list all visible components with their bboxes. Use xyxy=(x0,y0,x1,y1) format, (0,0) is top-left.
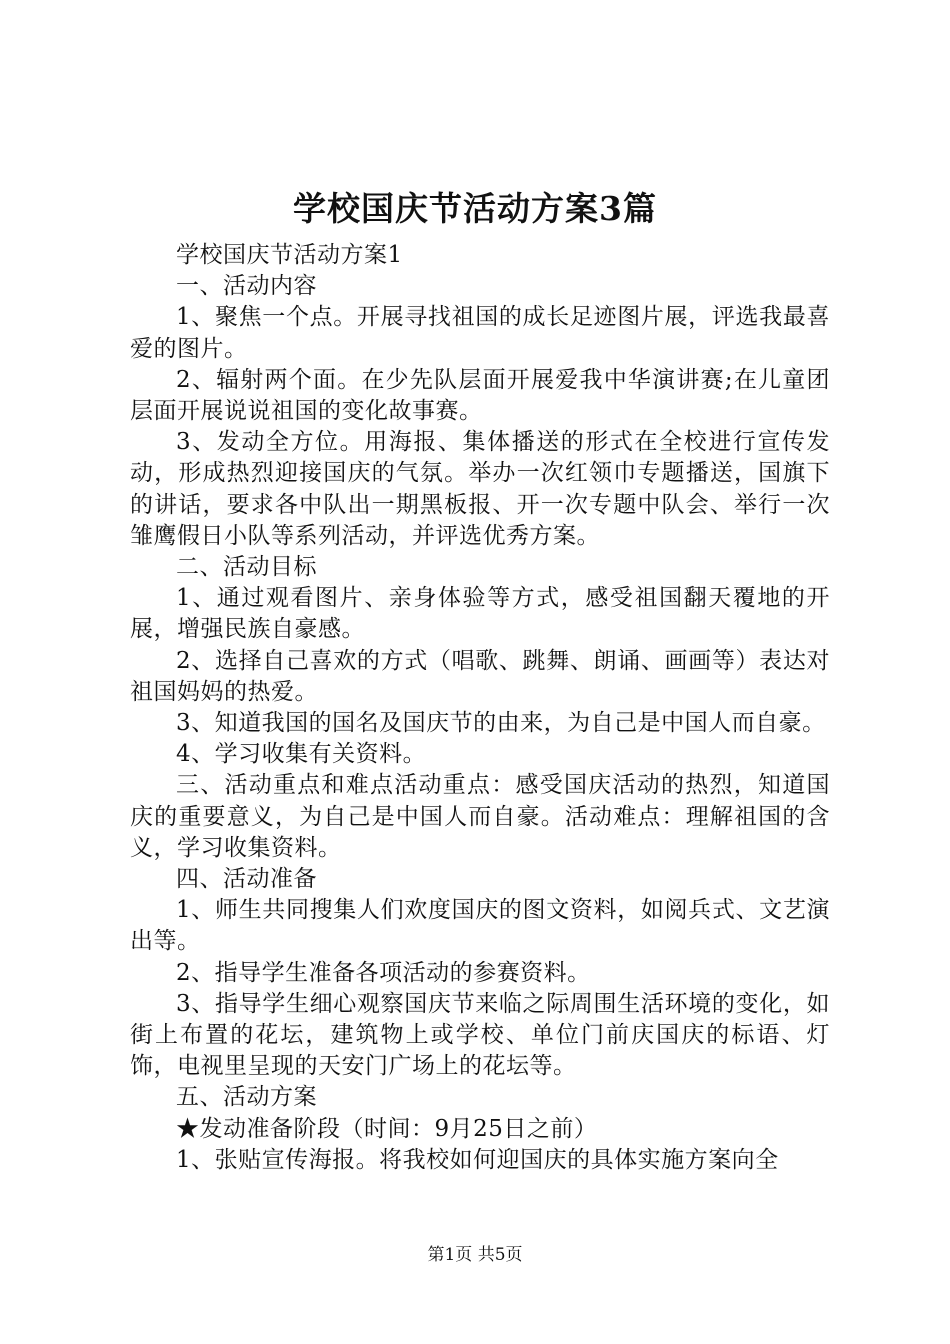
paragraph: 1、张贴宣传海报。将我校如何迎国庆的具体实施方案向全 xyxy=(176,1146,779,1173)
document-title: 学校国庆节活动方案3篇 xyxy=(293,189,657,228)
paragraph: ★发动准备阶段（时间：9月25日之前） xyxy=(176,1115,598,1142)
paragraph: 三、活动重点和难点活动重点：感受国庆活动的热烈，知道国庆的重要意义，为自己是中国人而自豪。活动难点：理解祖国的含义，学习收集资料。 xyxy=(130,772,830,861)
paragraph: 学校国庆节活动方案1 xyxy=(176,242,403,268)
paragraph: 1、通过观看图片、亲身体验等方式，感受祖国翻天覆地的开展，增强民族自豪感。 xyxy=(130,585,830,643)
paragraph: 1、聚焦一个点。开展寻找祖国的成长足迹图片展，评选我最喜爱的图片。 xyxy=(130,304,830,362)
paragraph: 2、指导学生准备各项活动的参赛资料。 xyxy=(176,959,591,986)
section-heading: 四、活动准备 xyxy=(176,866,317,893)
section-heading: 一、活动内容 xyxy=(176,273,317,300)
paragraph: 3、知道我国的国名及国庆节的由来，为自己是中国人而自豪。 xyxy=(176,710,826,737)
paragraph: 2、选择自己喜欢的方式（唱歌、跳舞、朗诵、画画等）表达对祖国妈妈的热爱。 xyxy=(130,647,830,705)
section-heading: 五、活动方案 xyxy=(176,1084,317,1111)
paragraph: 3、指导学生细心观察国庆节来临之际周围生活环境的变化，如街上布置的花坛，建筑物上或学校、单位门前庆国庆的标语、灯饰，电视里呈现的天安门广场上的花坛等。 xyxy=(130,990,830,1080)
document-body xyxy=(130,240,830,1176)
paragraph: 2、辐射两个面。在少先队层面开展爱我中华演讲赛;在儿童团层面开展说说祖国的变化故事赛。 xyxy=(130,366,830,425)
section-heading: 二、活动目标 xyxy=(176,554,317,581)
paragraph: 4、学习收集有关资料。 xyxy=(176,741,427,768)
page-footer: 第1页 共5页 xyxy=(427,1245,523,1265)
paragraph: 3、发动全方位。用海报、集体播送的形式在全校进行宣传发动，形成热烈迎接国庆的气氛。举办一次红领巾专题播送，国旗下的讲话，要求各中队出一期黑板报、开一次专题中队会、举行一次雏鹰假日小队等系列活动，并评选优秀方案。 xyxy=(130,429,830,549)
paragraph: 1、师生共同搜集人们欢度国庆的图文资料，如阅兵式、文艺演出等。 xyxy=(130,897,830,955)
